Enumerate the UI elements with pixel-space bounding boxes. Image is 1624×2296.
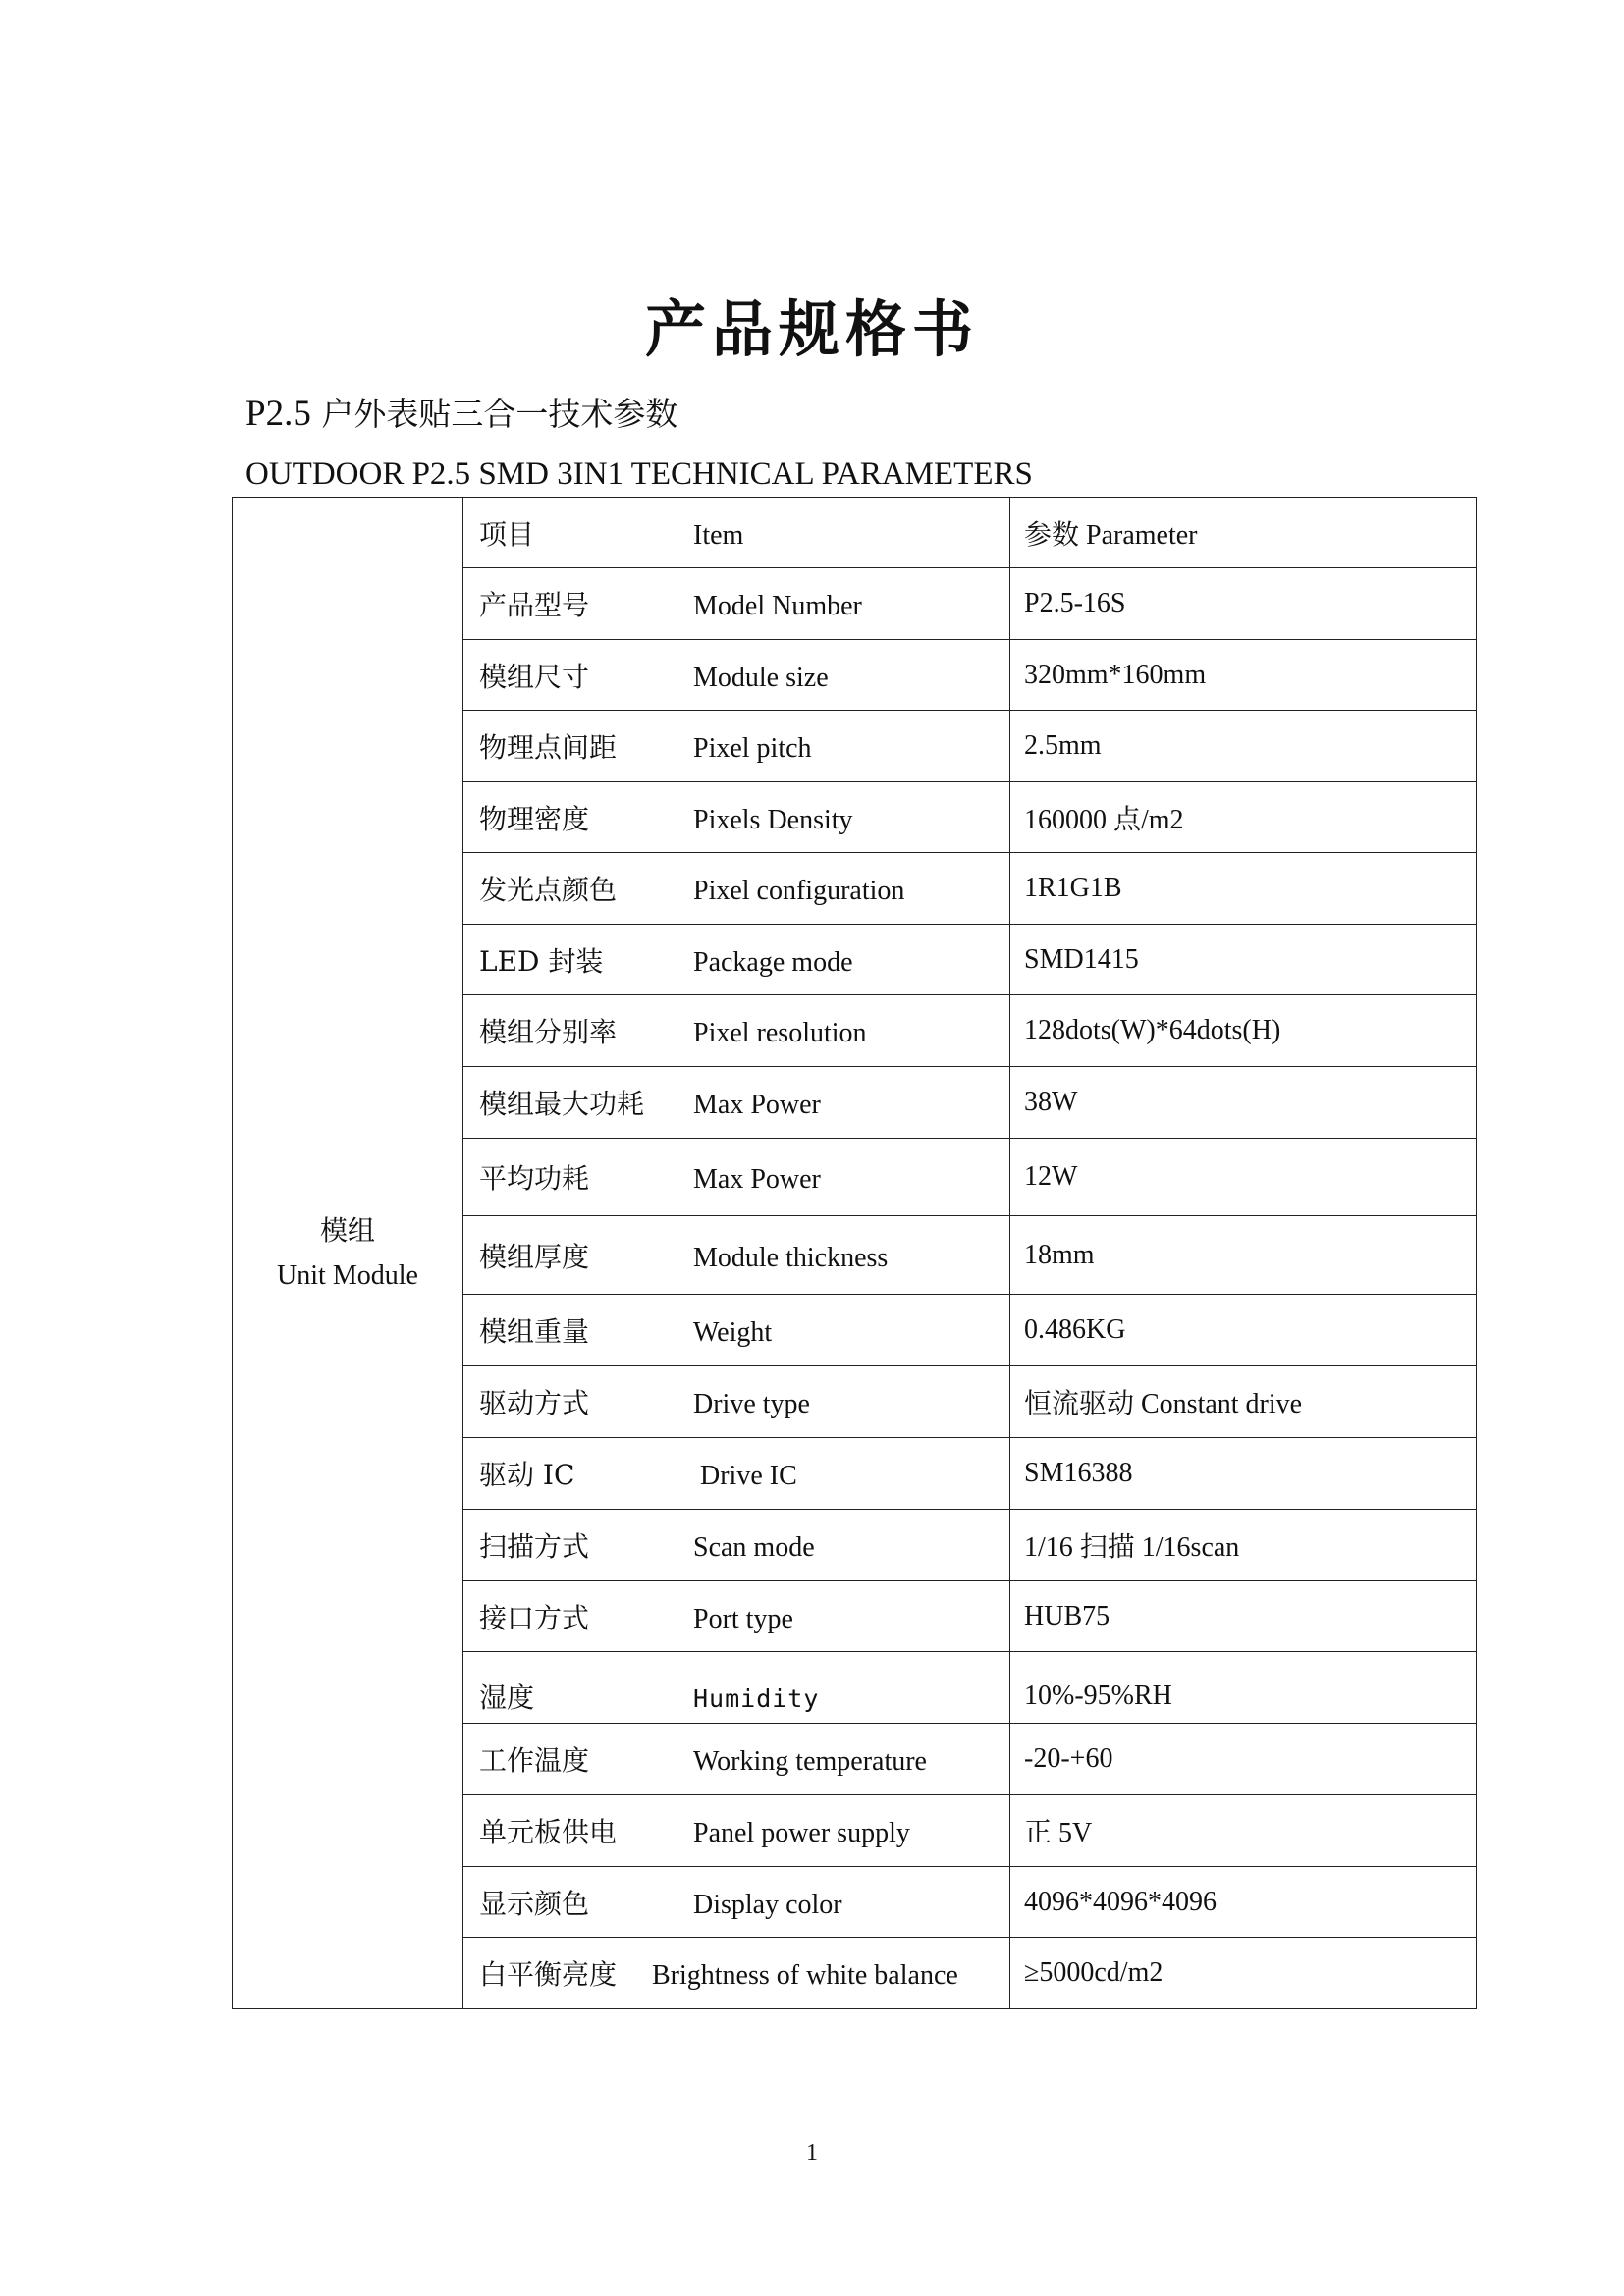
param-name-en: Item — [693, 519, 744, 551]
param-name-en: Package mode — [693, 946, 853, 978]
param-name-cn: 湿度 — [479, 1682, 535, 1714]
param-value-cell: HUB75 — [1010, 1581, 1477, 1652]
param-value-cell: 参数 Parameter — [1010, 498, 1477, 568]
param-name-cn: 模组厚度 — [479, 1240, 590, 1273]
subtitle-model: P2.5 — [245, 394, 311, 434]
param-value-cell: 4096*4096*4096 — [1010, 1867, 1477, 1938]
param-name-cn: 物理点间距 — [479, 731, 618, 764]
param-name-en: Drive type — [693, 1389, 810, 1419]
param-name-cn: 发光点颜色 — [479, 874, 618, 906]
param-name-cell — [463, 640, 1010, 711]
param-name-cell — [463, 1724, 1010, 1795]
group-cell — [233, 498, 463, 2009]
param-name-cell — [463, 1938, 1010, 2009]
param-value-cell: 0.486KG — [1010, 1295, 1477, 1366]
page-number: 1 — [806, 2140, 818, 2165]
param-value-cell: ≥5000cd/m2 — [1010, 1938, 1477, 2009]
param-name-en: Panel power supply — [693, 1818, 910, 1848]
param-name-en: Humidity — [693, 1684, 820, 1713]
param-name-cell — [463, 1867, 1010, 1938]
param-name-cell — [463, 925, 1010, 995]
param-name-cell — [463, 1581, 1010, 1652]
param-name-en: Pixel resolution — [693, 1018, 867, 1048]
param-name-cell — [463, 498, 1010, 568]
param-name-cell — [463, 1067, 1010, 1139]
param-name-en: Module thickness — [693, 1242, 889, 1273]
param-name-cn: 白平衡亮度 — [479, 1958, 618, 1991]
param-value-cell: 1/16 扫描 1/16scan — [1010, 1510, 1477, 1581]
param-name-cn: 单元板供电 — [479, 1816, 618, 1848]
param-name-en: Scan mode — [693, 1532, 815, 1563]
param-name-cn: 模组分别率 — [479, 1016, 618, 1048]
param-name-cn: 平均功耗 — [479, 1162, 590, 1195]
param-value-cell: 1R1G1B — [1010, 853, 1477, 925]
param-name-cn: 模组最大功耗 — [479, 1088, 645, 1120]
param-name-cell — [463, 782, 1010, 853]
param-name-cell — [463, 1652, 1010, 1724]
param-name-cell — [463, 1795, 1010, 1867]
group-label-cn: 模组 — [319, 1213, 375, 1247]
param-name-en: Model Number — [693, 591, 862, 621]
subtitle-english: OUTDOOR P2.5 SMD 3IN1 TECHNICAL PARAMETERS — [245, 456, 1033, 492]
param-name-cn: 扫描方式 — [479, 1530, 590, 1563]
param-name-cell — [463, 568, 1010, 640]
param-value-cell: 160000 点/m2 — [1010, 782, 1477, 853]
param-value-cell: -20-+60 — [1010, 1724, 1477, 1795]
param-name-en: Max Power — [693, 1090, 821, 1120]
param-value-cell: 10%-95%RH — [1010, 1652, 1477, 1724]
table-row — [233, 498, 1477, 568]
param-value-cell: 128dots(W)*64dots(H) — [1010, 995, 1477, 1067]
param-name-en: Display color — [693, 1889, 842, 1920]
group-label-en: Unit Module — [277, 1259, 418, 1291]
param-name-en: Module size — [693, 662, 829, 693]
param-value-cell: SM16388 — [1010, 1438, 1477, 1510]
param-name-cn: 模组尺寸 — [479, 660, 590, 693]
param-value-cell: 38W — [1010, 1067, 1477, 1139]
param-name-cell — [463, 1438, 1010, 1510]
param-name-cn: 产品型号 — [479, 589, 590, 621]
param-value-cell: 恒流驱动 Constant drive — [1010, 1366, 1477, 1438]
param-name-cell — [463, 1139, 1010, 1216]
param-name-cn: 工作温度 — [479, 1744, 590, 1777]
param-name-cell — [463, 853, 1010, 925]
page-title: 产品规格书 — [644, 294, 979, 365]
param-name-en: Max Power — [693, 1164, 821, 1195]
param-value-cell: 12W — [1010, 1139, 1477, 1216]
param-name-cell — [463, 995, 1010, 1067]
param-name-en: Pixels Density — [693, 804, 853, 835]
param-name-en: Port type — [693, 1603, 793, 1634]
param-name-cn: 项目 — [479, 517, 535, 551]
param-name-en: Drive IC — [700, 1461, 797, 1491]
param-name-cn: 驱动 IC — [479, 1459, 575, 1491]
param-name-cell — [463, 1216, 1010, 1295]
param-name-cn: 模组重量 — [479, 1315, 590, 1348]
param-name-cn: 接口方式 — [479, 1601, 590, 1634]
param-name-cell — [463, 1295, 1010, 1366]
spec-table — [232, 497, 1477, 2009]
spec-subtitle — [245, 389, 677, 435]
param-name-en: Pixel configuration — [693, 876, 905, 906]
param-name-cn: LED 封装 — [479, 944, 604, 978]
param-value-cell: 正 5V — [1010, 1795, 1477, 1867]
param-name-en: Pixel pitch — [693, 733, 812, 764]
param-name-cell — [463, 711, 1010, 782]
param-value-cell: SMD1415 — [1010, 925, 1477, 995]
param-value-cell: 320mm*160mm — [1010, 640, 1477, 711]
param-name-en: Working temperature — [693, 1746, 927, 1777]
param-name-cn: 驱动方式 — [479, 1387, 590, 1419]
param-name-cell — [463, 1510, 1010, 1581]
param-name-en: Weight — [693, 1317, 773, 1348]
subtitle-chinese: 户外表贴三合一技术参数 — [321, 395, 678, 433]
param-value-cell: 18mm — [1010, 1216, 1477, 1295]
param-name-cn: 显示颜色 — [479, 1887, 590, 1920]
param-value-cell: P2.5-16S — [1010, 568, 1477, 640]
param-name-cn: 物理密度 — [479, 802, 590, 835]
param-name-cell — [463, 1366, 1010, 1438]
param-value-cell: 2.5mm — [1010, 711, 1477, 782]
param-name-en: Brightness of white balance — [652, 1960, 958, 1991]
